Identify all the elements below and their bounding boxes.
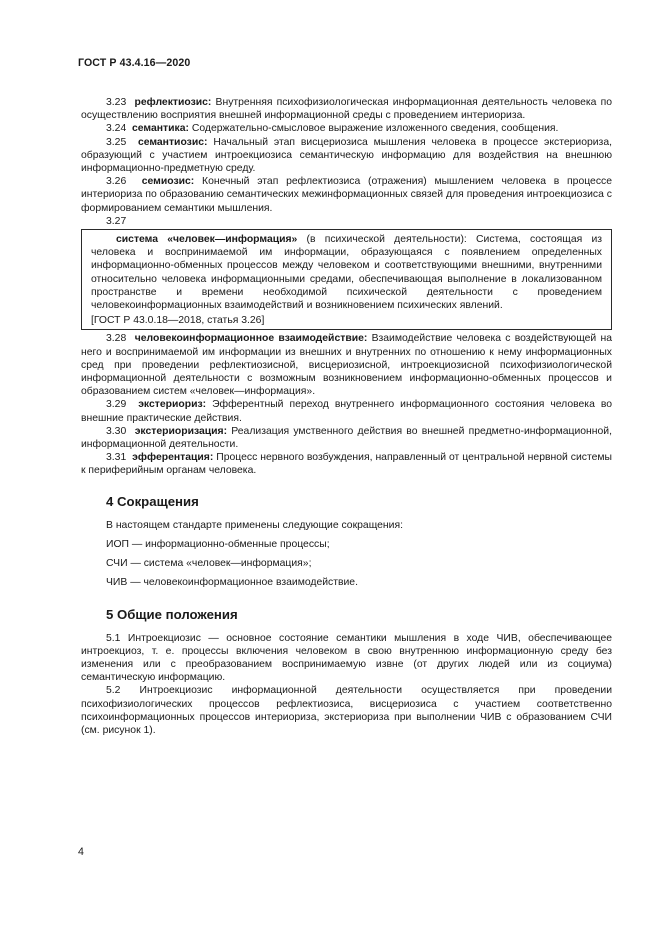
definition-3-25: [81, 136, 612, 176]
term-number: 3.31: [106, 452, 127, 464]
section-5-heading: 5 Общие положения: [106, 606, 238, 622]
clause-5-1: 5.1 Интроекциозис — основное состояние семантики мышления в ходе ЧИВ, обеспечивающее интроекциоз, т. е. процессы включения человеком в свою внутреннюю информационную среду без изменения или с преобразованием воспринимаемую извне (от других людей или из социума) семантическую информацию.: [81, 632, 612, 684]
term-number: 3.23: [106, 97, 127, 108]
term-source-reference: [ГОСТ Р 43.0.18—2018, статья 3.26]: [91, 315, 265, 327]
term-text: Процесс нервного возбуждения, направленный от центральной нервной системы к периферийным органам человека.: [81, 452, 612, 477]
term-qualifier: (в психической деятельности):: [306, 234, 467, 246]
definition-3-28: [81, 332, 612, 398]
definition-3-27-box: [81, 229, 612, 330]
section-4-intro: В настоящем стандарте применены следующие сокращения:: [106, 519, 403, 531]
term-name: семантика:: [132, 123, 189, 135]
definition-3-27: [91, 233, 602, 312]
term-number: 3.25: [106, 136, 127, 148]
term-number: 3.26: [106, 176, 127, 188]
document-body: [81, 96, 612, 737]
definition-3-27-number: 3.27: [106, 215, 127, 227]
term-name: рефлектиозис:: [134, 97, 212, 108]
definition-3-26: [81, 175, 612, 215]
document-header: ГОСТ Р 43.4.16—2020: [78, 57, 191, 69]
term-name: экстериориз:: [138, 399, 207, 411]
abbreviation-item: ИОП — информационно-обменные процессы;: [106, 538, 330, 550]
clause-5-2: 5.2 Интроекциозис информационной деятельности осуществляется при проведении психофизиологических процессов рефлектиозиса, висцериозиса с участием соответственно психоинформационных процессов интериориза, экстериориза при выполнении ЧИВ с образованием СЧИ (см. рисунок 1).: [81, 685, 612, 736]
section-4-heading: 4 Сокращения: [106, 493, 199, 509]
term-name: система «человек—информация»: [116, 234, 298, 246]
definition-3-24: [81, 122, 612, 135]
term-text: Внутренняя психофизиологическая информационная деятельность человека по осуществлению восприятия внешней информационной среды с проведением интериориза.: [81, 97, 612, 122]
abbreviation-item: ЧИВ — человекоинформационное взаимодействие.: [106, 577, 358, 589]
term-number: 3.28: [106, 333, 127, 345]
term-name: экстериоризация:: [134, 425, 228, 437]
term-text: Содержательно-смысловое выражение изложенного сведения, сообщения.: [191, 123, 559, 135]
term-text: Конечный этап рефлектиозиса (отражения) мышлением человека в процессе интериориза по образованию семантических межинформационных связей для проведения интроекциозиса с формированием семантики мышления.: [81, 176, 613, 214]
definition-3-30: [81, 425, 612, 451]
term-text: Эфферентный переход внутреннего информационного состояния человека во внешние практические действия.: [81, 399, 613, 424]
term-name: семиозис:: [141, 176, 195, 188]
definition-3-23: [81, 96, 612, 122]
term-name: человекоинформационное взаимодействие:: [134, 333, 368, 345]
term-text: Начальный этап висцериозиса мышления человека в процессе экстериориза, образующий с участием интроекциозиса семантическую информацию для воздействия на внешнюю информационно-предметную среду.: [81, 136, 612, 175]
page-number: 4: [78, 846, 84, 858]
term-name: семантиозис:: [137, 136, 208, 148]
definition-3-31: [81, 451, 612, 477]
term-number: 3.29: [106, 399, 127, 411]
term-name: эфферентация:: [132, 452, 214, 464]
term-number: 3.30: [106, 425, 127, 437]
term-number: 3.24: [106, 123, 127, 135]
definition-3-29: [81, 398, 612, 424]
term-text: Реализация умственного действия во внешней предметно-информационной, информационной деятельности.: [81, 425, 612, 451]
term-text: Взаимодействие человека с воздействующей на него и воспринимаемой им информации из внешних и внутренних по отношению к нему информационных сред при проведении рефлектиозисной, висцериозисной, интроекциозисной психофизиологической информационной деятельности с возможным возникновением информационно-обменных процессов и образованием систем «человек—информация».: [81, 333, 612, 398]
abbreviation-item: СЧИ — система «человек—информация»;: [106, 558, 312, 570]
term-text: Система, состоящая из человека и воспринимаемой им информации, образующаяся с появлением определенных информационно-обменных процессов между человеком и соответствующими внешними, внутренними относительно человека информационными средами, обеспечивающая выполнение в локализованном пространстве и времени необходимой психической деятельности с проведением человекоинформационных взаимодействий и возникновением психических явлений.: [91, 234, 603, 312]
